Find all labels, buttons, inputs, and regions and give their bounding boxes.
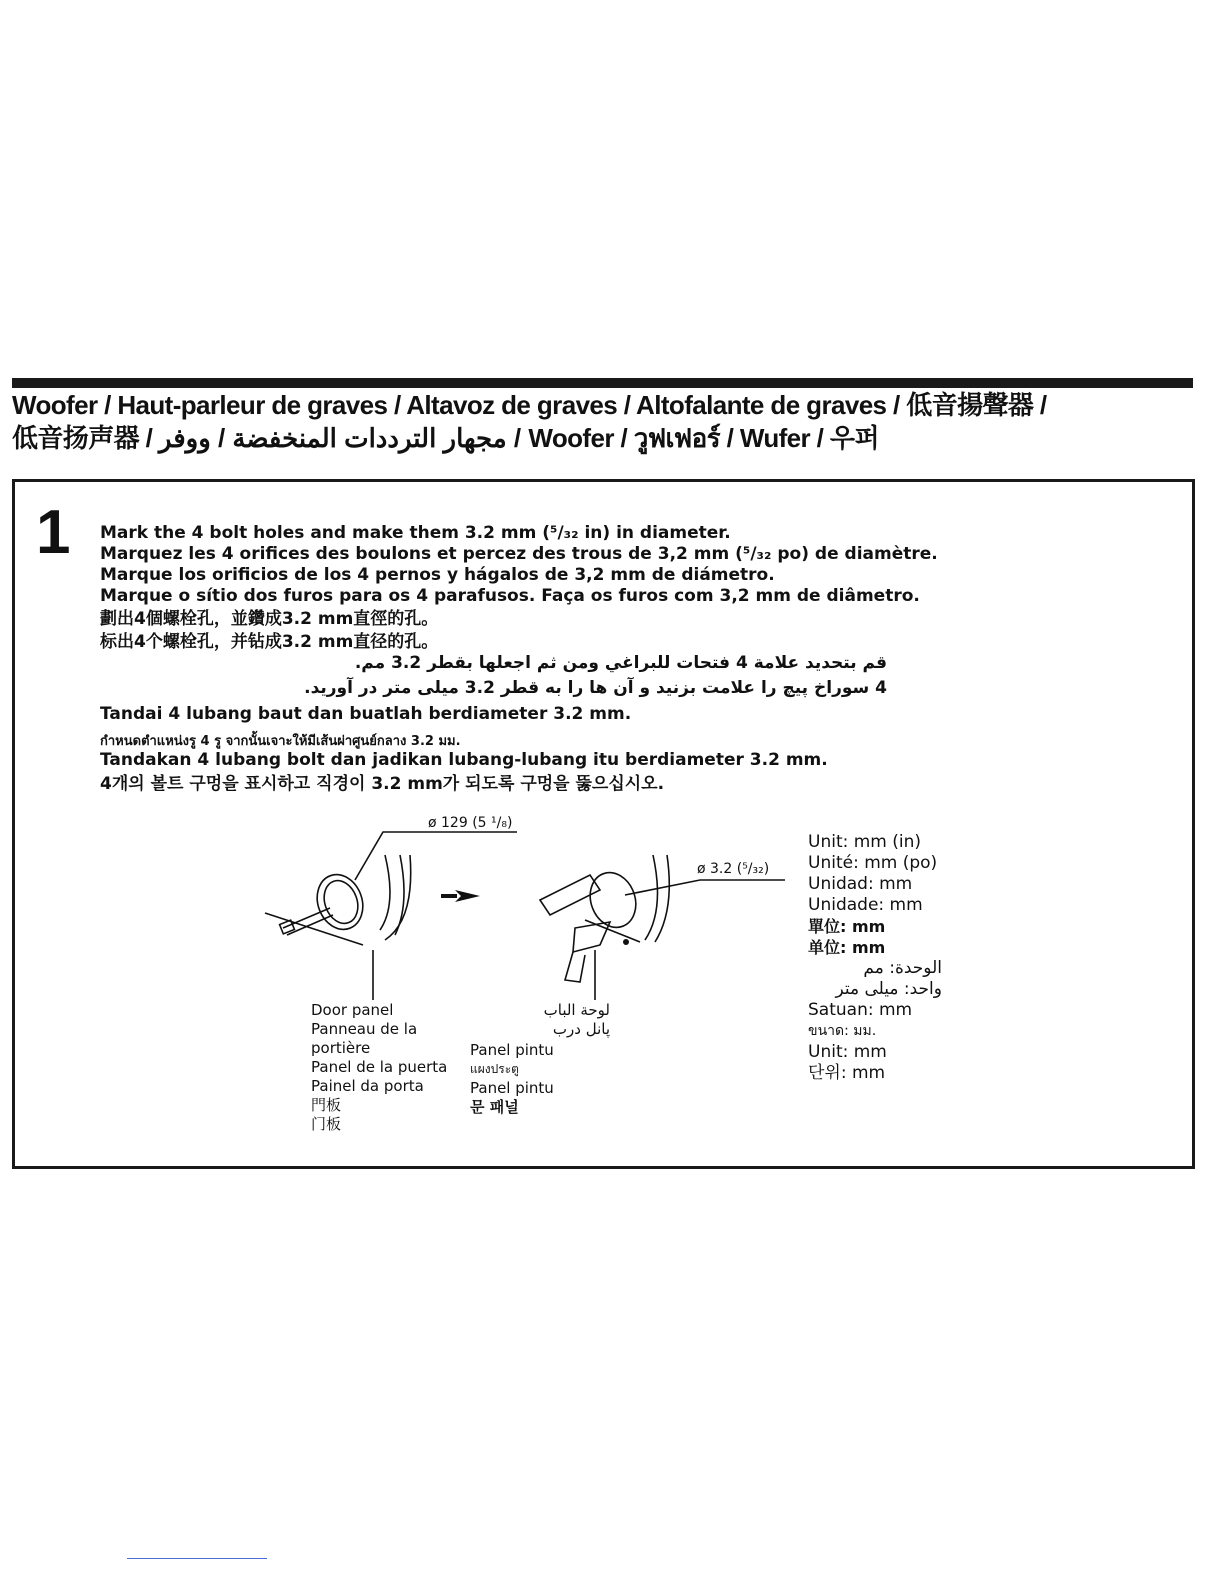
hole-marker-1 [623,939,629,945]
unit-es: Unidad: mm [808,874,913,894]
instruction-pt: Marque o sítio dos furos para os 4 parafusos. Faça os furos com 3,2 mm de diâmetro. [100,586,920,606]
unit-ko: 단위: mm [808,1063,886,1083]
speaker-ring-outer [310,868,370,936]
drill-body-right [573,922,610,952]
instruction-ms: Tandakan 4 lubang bolt dan jadikan lubang-lubang itu berdiameter 3.2 mm. [100,750,828,770]
label-door-panel-th: แผงประตู [470,1062,519,1076]
door-panel-labels-middle [470,1041,554,1117]
dimension-large-label: ø 129 (5 ¹/₈) [428,815,513,831]
label-door-panel-fr-1: Panneau de la [311,1020,418,1038]
instruction-id: Tandai 4 lubang baut dan buatlah berdiameter 3.2 mm. [100,704,632,724]
unit-zh-cn: 单位: mm [808,938,886,957]
leader-dim-small [625,880,785,895]
section-title-line-1: Woofer / Haut-parleur de graves / Altavoz de graves / Altofalante de graves / 低音揚聲器 / [12,390,1047,420]
unit-labels [808,832,942,1084]
unit-ms: Unit: mm [808,1042,887,1062]
drill-handle-right [565,952,585,982]
instruction-fa: 4 سوراخ پیچ را علامت بزنید و آن ها را به قطر 3.2 میلی متر در آورید. [304,678,887,698]
instruction-ko: 4개의 볼트 구멍을 표시하고 직경이 3.2 mm가 되도록 구멍을 뚫으십시오. [100,774,665,794]
label-door-panel-fa: پانل درب [552,1020,610,1038]
label-door-panel-ar: لوحة الباب [543,1001,610,1019]
door-edge-left [380,855,390,930]
unit-id: Satuan: mm [808,1000,913,1020]
instruction-es: Marque los orificios de los 4 pernos y hágalos de 3,2 mm de diámetro. [100,565,775,585]
instruction-fr: Marquez les 4 orifices des boulons et percez des trous de 3,2 mm (⁵/₃₂ po) de diamètre. [100,544,938,564]
instruction-th: กำหนดตำแหน่งรู 4 รู จากนั้นเจาะให้มีเส้นผ่าศูนย์กลาง 3.2 มม. [100,734,461,749]
instruction-zh-cn: 标出4个螺栓孔，并钻成3.2 mm直径的孔。 [100,632,439,652]
label-door-panel-fr-2: portière [311,1039,371,1057]
section-title-line-2: 低音扬声器 / مجهار الترددات المنخفضة / ووفر / Woofer / วูฟเฟอร์ / Wufer / 우퍼 [12,423,879,453]
label-door-panel-zh-cn: 门板 [311,1115,342,1133]
instruction-zh-tw: 劃出4個螺栓孔，並鑽成3.2 mm直徑的孔。 [100,609,439,629]
instruction-ar: قم بتحديد علامة 4 فتحات للبراغي ومن ثم اجعلها بقطر 3.2 مم. [354,653,887,673]
unit-en: Unit: mm (in) [808,832,922,852]
arrow-right [455,890,480,902]
unit-ar: الوحدة: مم [863,958,942,978]
door-edge-left-3 [385,855,411,940]
unit-pt: Unidade: mm [808,895,923,915]
unit-fr: Unité: mm (po) [808,853,938,873]
step-number: 1 [36,498,71,567]
door-panel-labels [311,1001,447,1134]
label-door-panel-en: Door panel [311,1001,394,1019]
unit-th: ขนาด: มม. [808,1023,877,1039]
label-door-panel-es: Panel de la puerta [311,1058,448,1076]
leader-dim-large [355,832,517,880]
label-door-panel-ms: Panel pintu [470,1079,554,1097]
installation-diagram [255,810,795,1000]
unit-fa: واحد: میلی متر [835,979,942,999]
label-door-panel-pt: Painel da porta [311,1077,424,1095]
bottom-link-line [127,1558,267,1559]
door-panel-labels-arabic [520,1001,610,1039]
label-door-panel-zh-tw: 門板 [311,1096,342,1114]
label-door-panel-ko: 문 패널 [470,1098,519,1116]
label-door-panel-id: Panel pintu [470,1041,554,1059]
top-rule [12,378,1193,388]
template-tool [540,875,600,915]
door-bottom-right [585,920,640,942]
instruction-en: Mark the 4 bolt holes and make them 3.2 mm (⁵/₃₂ in) in diameter. [100,523,731,543]
unit-zh-tw: 單位: mm [808,917,886,936]
arrow-shaft [441,894,457,898]
dimension-small-label: ø 3.2 (⁵/₃₂) [697,861,770,877]
door-edge-right [645,855,658,940]
